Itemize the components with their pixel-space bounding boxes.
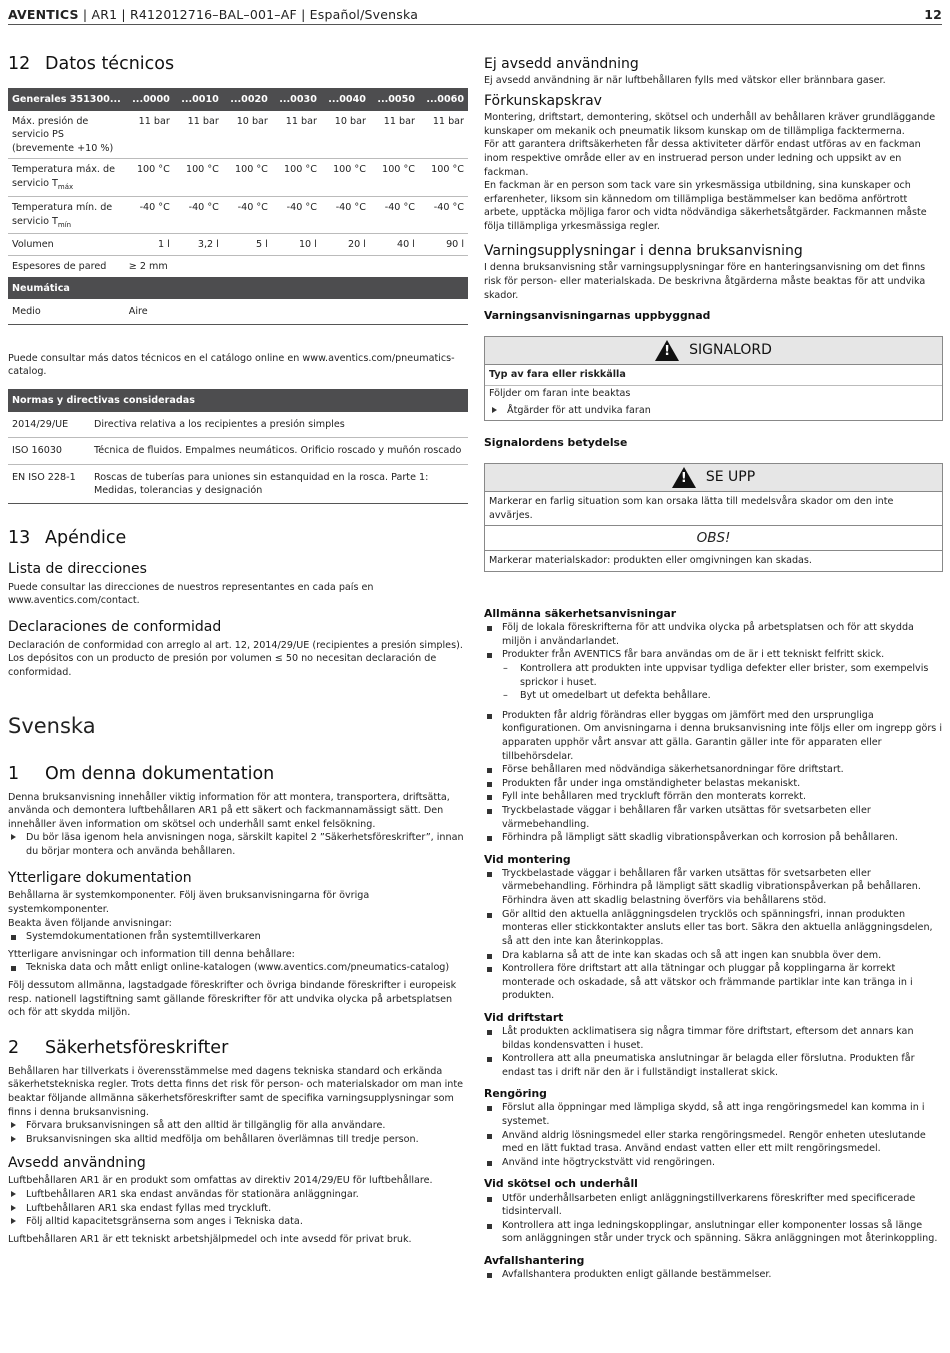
ytt-bullet-2: Tekniska data och mått enligt online-katalogen (www.aventics.com/pneumatics-catalog)	[8, 961, 468, 975]
row-label	[8, 196, 125, 233]
list-item: Gör alltid den aktuella anläggningsdelen trycklös och spänningsfri, innan produkten monteras eller stickkontakter ansluts eller tas bort. Säkra den aktuella anläggningsdelen, så att den inte kan återinkopplas.	[484, 908, 943, 949]
hazard-type: Typ av fara eller riskkälla	[489, 369, 626, 381]
list-item: Kontrollera att inga ledningskopplingar, anslutningar eller komponenter lossas så länge som anläggningen står under tryck och spänning. Säkra anläggningen mot återinkoppling.	[484, 1219, 943, 1246]
left-column	[8, 48, 468, 1246]
lista-text: Puede consultar las direcciones de nuestros representantes en cada país en www.aventics.com/contact.	[8, 581, 374, 607]
avfall-heading: Avfallshantering	[484, 1253, 585, 1267]
forkunskap-heading: Förkunskapskrav	[484, 93, 602, 110]
list-item: Tryckbelastade väggar i behållaren får varken utsättas för svetsarbeten eller värmebehandling.	[484, 804, 943, 831]
row-label: Medio	[8, 299, 125, 324]
table-cell: -40 °C	[174, 196, 223, 233]
list-item: Produkter från AVENTICS får bara användas om de är i ett tekniskt felfritt skick.	[484, 648, 943, 662]
table-cell: 11 bar	[272, 111, 321, 159]
norm-description: Directiva relativa a los recipientes a presión simples	[90, 412, 468, 438]
table-cell: 40 l	[370, 234, 419, 256]
signal-word: SIGNALORD	[689, 341, 772, 358]
obs-text: Markerar materialskador: produkten eller omgivningen kan skadas.	[485, 550, 942, 571]
table-row	[8, 412, 468, 438]
avsedd-text: Luftbehållaren AR1 är en produkt som omfattas av direktiv 2014/29/EU för luftbehållare.	[8, 1175, 433, 1187]
header-cell: ...0060	[419, 88, 468, 111]
chapter-title: Säkerhetsföreskrifter	[45, 1037, 229, 1058]
norm-description: Roscas de tuberías para uniones sin estanquidad en la rosca. Parte 1: Medidas, tolerancias y designación	[90, 464, 468, 503]
se-upp-text: Markerar en farlig situation som kan orsaka lätta till medelsvåra skador om den inte avvärjes.	[489, 496, 894, 521]
declaration-text: Declaración de conformidad con arreglo al art. 12, 2014/29/UE (recipientes a presión simples). Los depósitos con un producto de presión por volumen ≤ 50 no necesitan declaración de conformidad.	[8, 639, 463, 679]
table-cell: 100 °C	[125, 159, 174, 196]
section-label: Neumática	[8, 277, 468, 300]
row-label-sub: máx	[57, 182, 74, 191]
varning-heading: Varningsupplysningar i denna bruksanvisning	[484, 242, 803, 259]
sub-list-item: – Byt ut omedelbart ut defekta behållare.	[484, 689, 943, 703]
ytt-text-2: Beakta även följande anvisningar:	[8, 917, 172, 929]
chapter-1-heading	[8, 764, 468, 785]
list-item: Avfallshantera produkten enligt gällande bestämmelser.	[484, 1268, 943, 1282]
row-label-sub: mín	[57, 220, 72, 229]
signalword-box	[484, 336, 943, 421]
table-row	[8, 464, 468, 503]
header-cell: ...0010	[174, 88, 223, 111]
declaration-heading: Declaraciones de conformidad	[8, 619, 222, 636]
table-cell: 100 °C	[321, 159, 370, 196]
table-cell: -40 °C	[370, 196, 419, 233]
right-column	[484, 56, 943, 1282]
ej-avsedd-heading: Ej avsedd användning	[484, 56, 639, 72]
table-cell: 20 l	[321, 234, 370, 256]
skotsel-heading: Vid skötsel och underhåll	[484, 1177, 638, 1191]
table-cell: 100 °C	[419, 159, 468, 196]
ytterligare-heading: Ytterligare dokumentation	[8, 869, 192, 886]
hazard-measure: Åtgärder för att undvika faran	[489, 404, 942, 418]
table-cell: 10 l	[272, 234, 321, 256]
list-item: Förse behållaren med nödvändiga säkerhetsanordningar före driftstart.	[484, 763, 943, 777]
uppbyggnad-heading: Varningsanvisningarnas uppbyggnad	[484, 309, 711, 323]
allmanna-heading: Allmänna säkerhetsanvisningar	[484, 607, 677, 621]
forkunskap-text-3: En fackman är en person som tack vare sin yrkesmässiga utbildning, sina kunskaper och erfarenheter, liksom sin kännedom om tillämpliga bestämmelser kan bedöma anförtrott arbete, upptäcka möjliga faror och vidta nödvändiga säkerhetsåtgärder. Fackmannen måste följa tillämpliga yrkesmässiga regler.	[484, 180, 927, 233]
table-cell: 10 bar	[223, 111, 272, 159]
table-cell: -40 °C	[223, 196, 272, 233]
ej-avsedd-text: Ej avsedd användning är när luftbehållaren fylls med vätskor eller brännbara gaser.	[484, 74, 886, 86]
betydelse-heading: Signalordens betydelse	[484, 436, 628, 450]
table-row	[8, 255, 468, 276]
list-item: Låt produkten acklimatisera sig några timmar före driftstart, eftersom det annars kan bildas kondensvatten i huset.	[484, 1025, 943, 1052]
list-item: Kontrollera före driftstart att alla tätningar och pluggar på kopplingarna är korrekt monterade och oskadade, så att vätskor och främmande partiklar inte kan tränga in i produkten.	[484, 962, 943, 1003]
chapter-number: 1	[8, 763, 20, 784]
chapter-number: 2	[8, 1037, 20, 1058]
obs-header: OBS!	[485, 525, 942, 550]
list-item: Fyll inte behållaren med tryckluft förrän den monterats korrekt.	[484, 790, 943, 804]
table-cell: 100 °C	[272, 159, 321, 196]
table-header-row	[8, 389, 468, 412]
chapter-title: Datos técnicos	[45, 54, 175, 74]
norm-code: 2014/29/UE	[8, 412, 90, 438]
list-item: Produkten får under inga omständigheter belastas mekaniskt.	[484, 777, 943, 791]
row-label	[8, 159, 125, 196]
list-item: Kontrollera att alla pneumatiska anslutningar är belagda eller förslutna. Produkten får endast tas i drift när den är i fullständigt installerat skick.	[484, 1052, 943, 1079]
row-label: Volumen	[8, 234, 125, 256]
table-row	[8, 234, 468, 256]
list-item: Tryckbelastade väggar i behållaren får varken utsättas för svetsarbeten eller värmebehandling. Förhindra på lämpligt sätt skadlig vibrationspåverkan på behållaren. Förhindra även att skadlig belastning överförs via behållarens stöd.	[484, 867, 943, 908]
chapter-2-heading	[8, 1038, 468, 1059]
language-heading: Svenska	[8, 713, 96, 738]
table-row	[8, 438, 468, 465]
norms-table	[8, 389, 468, 504]
hazard-consequence: Följder om faran inte beaktas	[485, 385, 942, 402]
norm-code: EN ISO 228-1	[8, 464, 90, 503]
table-cell: 11 bar	[174, 111, 223, 159]
avsedd-instruction-1: Luftbehållaren AR1 ska endast användas för stationära anläggningar.	[8, 1188, 468, 1202]
ytt-text-3: Ytterligare anvisningar och information till denna behållare:	[8, 948, 295, 960]
header-cell: ...0020	[223, 88, 272, 111]
varning-text: I denna bruksanvisning står varningsupplysningar före en hanteringsanvisning om det finns risk för person- eller materialskada. De beskrivna åtgärderna måste beaktas för att undvika skador.	[484, 262, 926, 301]
table-cell: ≥ 2 mm	[128, 260, 168, 272]
lista-heading: Lista de direcciones	[8, 561, 147, 578]
row-label-text: Temperatura mín. de servicio T	[12, 201, 113, 227]
row-label: Espesores de pared	[12, 260, 107, 272]
table-cell: -40 °C	[272, 196, 321, 233]
table-section-row	[8, 277, 468, 300]
forkunskap-text-2: För att garantera driftsäkerheten får dessa aktiviteter därför endast utföras av en fackman inom respektive område eller av en instruerad person under ledning och uppsikt av en fackman.	[484, 139, 921, 178]
table-cell: 90 l	[419, 234, 468, 256]
table-cell: 100 °C	[223, 159, 272, 196]
ytt-text-1: Behållarna är systemkomponenter. Följ även bruksanvisningarna för övriga systemkomponenter.	[8, 890, 370, 915]
page-number: 12	[924, 7, 942, 22]
avsedd-text-2: Luftbehållaren AR1 är ett tekniskt arbetshjälpmedel och inte avsedd för privat bruk.	[8, 1233, 412, 1245]
chapter-title: Om denna dokumentation	[45, 763, 275, 784]
table-cell: 11 bar	[125, 111, 174, 159]
ch2-instruction-1: Förvara bruksanvisningen så att den alltid är tillgänglig för alla användare.	[8, 1119, 468, 1133]
header-cell: Generales 351300...	[8, 88, 125, 111]
table-row	[8, 159, 468, 196]
table-cell: 11 bar	[419, 111, 468, 159]
table-header-row	[8, 88, 468, 111]
table-cell: 100 °C	[174, 159, 223, 196]
brand-name: AVENTICS	[8, 7, 79, 22]
norm-code: ISO 16030	[8, 438, 90, 465]
header-cell: ...0030	[272, 88, 321, 111]
list-item: Produkten får aldrig förändras eller byggas om jämfört med den ursprungliga konfigurationen. Om anvisningarna i denna bruksanvisning inte följs eller om ingrepp görs i apparaten upphör vårt ansvar att gälla. Garantin gäller inte för apparaten eller tillbehörsdelar.	[484, 709, 943, 763]
se-upp-box	[484, 463, 943, 572]
header-title	[8, 6, 418, 24]
ch2-text: Behållaren har tillverkats i överensstämmelse med dagens tekniska standard och erkända säkerhetstekniska regler. Trots detta finns det risk för person- och materialskador om man inte beaktar följande allmänna säkerhetsföreskrifter samt de specifika varningsupplysningar som finns i denna bruksanvisning.	[8, 1065, 464, 1118]
chapter-number: 13	[8, 528, 31, 549]
signalword-header	[485, 337, 942, 365]
list-item: Använd aldrig lösningsmedel eller starka rengöringsmedel. Rengör enheten uteslutande med en lätt fuktad trasa. Använd endast vatten eller ett milt rengöringsmedel.	[484, 1129, 943, 1156]
chapter-number: 12	[8, 54, 31, 74]
ch2-instruction-2: Bruksanvisningen ska alltid medfölja om behållaren överlämnas till tredje person.	[8, 1133, 468, 1147]
list-item: Förhindra på lämpligt sätt skadlig vibrationspåverkan och korrosion på behållaren.	[484, 831, 943, 845]
chapter-12-heading	[8, 54, 468, 75]
document-id: | AR1 | R412012716–BAL–001–AF | Español/Svenska	[78, 7, 419, 22]
table-cell: 5 l	[223, 234, 272, 256]
ch1-text: Denna bruksanvisning innehåller viktig information för att montera, transportera, driftsätta, använda och demontera luftbehållaren AR1 på ett säkert och fackmannamässigt sätt. Den innehåller även information om skötsel och underhåll samt enkel felsökning.	[8, 791, 450, 830]
table-cell: -40 °C	[125, 196, 174, 233]
ch1-instruction: Du bör läsa igenom hela anvisningen noga, särskilt kapitel 2 ”Säkerhetsföreskrifter”, innan du börjar montera och använda behållaren.	[8, 831, 468, 858]
chapter-title: Apéndice	[45, 528, 127, 549]
avsedd-heading: Avsedd användning	[8, 1155, 146, 1172]
catalog-note: Puede consultar más datos técnicos en el catálogo online en www.aventics.com/pneumatics-catalog.	[8, 352, 455, 378]
table-cell: 3,2 l	[174, 234, 223, 256]
table-row	[8, 111, 468, 159]
table-cell: 100 °C	[370, 159, 419, 196]
header-cell: ...0040	[321, 88, 370, 111]
header-cell: ...0000	[125, 88, 174, 111]
rengoring-heading: Rengöring	[484, 1087, 547, 1101]
warning-triangle-icon: !	[672, 467, 696, 488]
norm-description: Técnica de fluidos. Empalmes neumáticos. Orificio roscado y muñón roscado	[90, 438, 468, 465]
list-item: Dra kablarna så att de inte kan skadas och så att ingen kan snubbla över dem.	[484, 949, 943, 963]
warning-triangle-icon: !	[655, 340, 679, 361]
list-item: Följ de lokala föreskrifterna för att undvika olycka på arbetsplatsen och för att skydda miljön i användarlandet.	[484, 621, 943, 648]
avsedd-instruction-3: Följ alltid kapacitetsgränserna som anges i Tekniska data.	[8, 1215, 468, 1229]
driftstart-heading: Vid driftstart	[484, 1010, 564, 1024]
ytt-bullet-1: Systemdokumentationen från systemtillverkaren	[8, 930, 468, 944]
table-cell: Aire	[125, 299, 468, 324]
signal-word: SE UPP	[705, 468, 756, 485]
row-label: Máx. presión de servicio PS (brevemente +10 %)	[8, 111, 125, 159]
list-item: Förslut alla öppningar med lämpliga skydd, så att inga rengöringsmedel kan komma in i systemet.	[484, 1101, 943, 1128]
table-cell: 1 l	[125, 234, 174, 256]
table-cell: -40 °C	[419, 196, 468, 233]
header-cell: ...0050	[370, 88, 419, 111]
table-cell: 10 bar	[321, 111, 370, 159]
list-item: Utför underhållsarbeten enligt anläggningstillverkarens föreskrifter med specificerade tidsintervall.	[484, 1192, 943, 1219]
chapter-13-heading	[8, 528, 468, 549]
list-item: Använd inte högtryckstvätt vid rengöringen.	[484, 1156, 943, 1170]
technical-data-table	[8, 88, 468, 325]
sub-list-item: – Kontrollera att produkten inte uppvisar tydliga defekter eller brister, som exempelvis sprickor i huset.	[484, 662, 943, 689]
avsedd-instruction-2: Luftbehållaren AR1 ska endast fyllas med tryckluft.	[8, 1202, 468, 1216]
se-upp-header	[485, 464, 942, 492]
table-cell: 11 bar	[370, 111, 419, 159]
ytt-text-4: Följ dessutom allmänna, lagstadgade föreskrifter och övriga bindande föreskrifter i europeisk resp. nationell lagstiftning samt gällande föreskrifter för att undvika olycka på arbetsplatsen och för att skydda miljön.	[8, 980, 457, 1019]
montering-heading: Vid montering	[484, 852, 571, 866]
table-row	[8, 299, 468, 324]
table-cell: -40 °C	[321, 196, 370, 233]
page-header	[8, 5, 942, 25]
header-cell: Normas y directivas consideradas	[8, 389, 468, 412]
table-row	[8, 196, 468, 233]
row-label-text: Temperatura máx. de servicio T	[12, 164, 116, 190]
forkunskap-text-1: Montering, driftstart, demontering, skötsel och underhåll av behållaren kräver grundläggande kunskaper om mekanik och pneumatik liksom kunskap om de tillämpliga facktermerna.	[484, 112, 936, 137]
